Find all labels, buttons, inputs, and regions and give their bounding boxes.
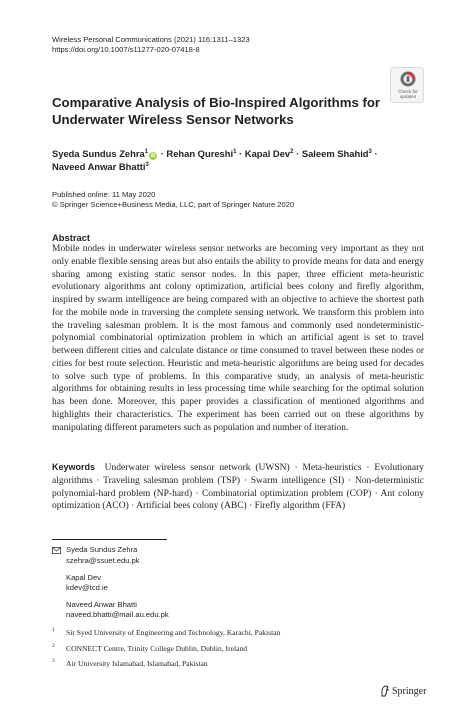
author-name[interactable]: Saleem Shahid xyxy=(301,148,369,159)
abstract-heading: Abstract xyxy=(52,232,91,243)
author-list: Syeda Sundus Zehra$^1$iD · Rehan Qureshi$^1$ · Kapal Dev$^2$ · Saleem Shahid$^3$ · Naveed Anwar Bhatti$^3$ xyxy=(52,148,378,172)
journal-citation: Wireless Personal Communications (2021) 116:1311–1323 xyxy=(52,35,250,44)
doi-link[interactable]: https://doi.org/10.1007/s11277-020-07418-8 xyxy=(52,45,200,54)
author-name[interactable]: Kapal Dev xyxy=(244,148,291,159)
envelope-icon xyxy=(52,547,61,554)
affiliation-text: Air University Islamabad, Islamabad, Pakistan xyxy=(66,659,208,668)
affiliation-number: 2 xyxy=(52,643,55,649)
crossmark-icon xyxy=(400,71,416,87)
contact-name: Syeda Sundus Zehra xyxy=(66,545,138,554)
keywords-text: Underwater wireless sensor network (UWSN) · Meta-heuristics · Evolutionary algorithms · Traveling salesman problem (TSP) · Swarm intelligence (SI) · Non-deterministic polynomial-hard problem (NP-hard) · Combinatorial optimization problem (COP) · Ant colony optimization (ACO) · Artificial bees colony (ABC) · Firefly algorithm (FFA) xyxy=(52,463,424,512)
author-affil-mark: 2 xyxy=(290,149,294,155)
author-affil-mark: 1 xyxy=(144,149,149,155)
published-date: Published online: 11 May 2020 xyxy=(52,190,156,199)
article-title: Comparative Analysis of Bio-Inspired Algorithms for Underwater Wireless Sensor Networks xyxy=(52,95,381,127)
keywords-label: Keywords xyxy=(52,462,96,472)
contact-email[interactable]: szehra@ssuet.edu.pk xyxy=(66,556,140,565)
contact-email[interactable]: kdev@tcd.ie xyxy=(66,583,108,592)
contact-name: Kapal Dev xyxy=(66,573,102,582)
crossmark-line1: Check for xyxy=(398,89,418,94)
copyright-notice: © Springer Science+Business Media, LLC, part of Springer Nature 2020 xyxy=(52,200,295,209)
affiliation-number: 1 xyxy=(52,627,55,633)
check-for-updates-badge[interactable] xyxy=(390,67,424,103)
author-affil-mark: 1 xyxy=(233,149,237,155)
footnote-divider xyxy=(52,539,167,540)
affiliation-text: Sir Syed University of Engineering and Technology, Karachi, Pakistan xyxy=(66,628,281,637)
orcid-icon[interactable]: iD xyxy=(150,153,156,159)
crossmark-line2: updates xyxy=(399,94,417,99)
springer-logo xyxy=(380,684,426,698)
abstract-text: Mobile nodes in underwater wireless sensor networks are becoming very important as they not only enable flexible sensing areas but also entails the ability to provide means for data and energy sharing among existing static sensor nodes. In this paper, three efficient meta-heuristic evolutionary algorithms ant colony optimization, artificial bees colony and firefly algorithm, inspired by swarm intelligence are being compared with an objective to achieve the shortest path for the mobile node in traversing the complete sensing network. We transform this problem into the traveling salesman problem. It is the most famous and commonly used nondeterministic-polynomial combinatorial optimization problem in which an artificial agent is set to travel between different cities and calculate distance or time consumed to travel between these nodes or cities for best route selection. Heuristic and meta-heuristic algorithms are being used for decades to solve such type of problems. In this comparative study, an analysis of meta-heuristic algorithms for obtaining results in less processing time while searching for the optimal solution has been done. Moreover, this paper provides a classification of mentioned algorithms and highlights their characteristics. The experiment has been carried out on these algorithms by manipulating different parameters such as population and number of iteration. xyxy=(52,244,424,433)
affiliation-text: CONNECT Centre, Trinity College Dublin, Dublin, Ireland xyxy=(66,644,248,653)
author-affil-mark: 3 xyxy=(368,149,372,155)
affiliation-number: 3 xyxy=(52,658,55,664)
contact-email[interactable]: naveed.bhatti@mail.au.edu.pk xyxy=(66,610,169,619)
author-affil-mark: 3 xyxy=(145,162,149,168)
contact-name: Naveed Anwar Bhatti xyxy=(66,600,137,609)
author-name[interactable]: Naveed Anwar Bhatti xyxy=(52,161,146,172)
author-name[interactable]: Syeda Sundus Zehra xyxy=(52,148,145,159)
springer-wordmark: Springer xyxy=(392,685,427,697)
keywords-section xyxy=(52,461,424,513)
springer-horse-icon xyxy=(380,685,389,697)
author-name[interactable]: Rehan Qureshi xyxy=(166,148,234,159)
